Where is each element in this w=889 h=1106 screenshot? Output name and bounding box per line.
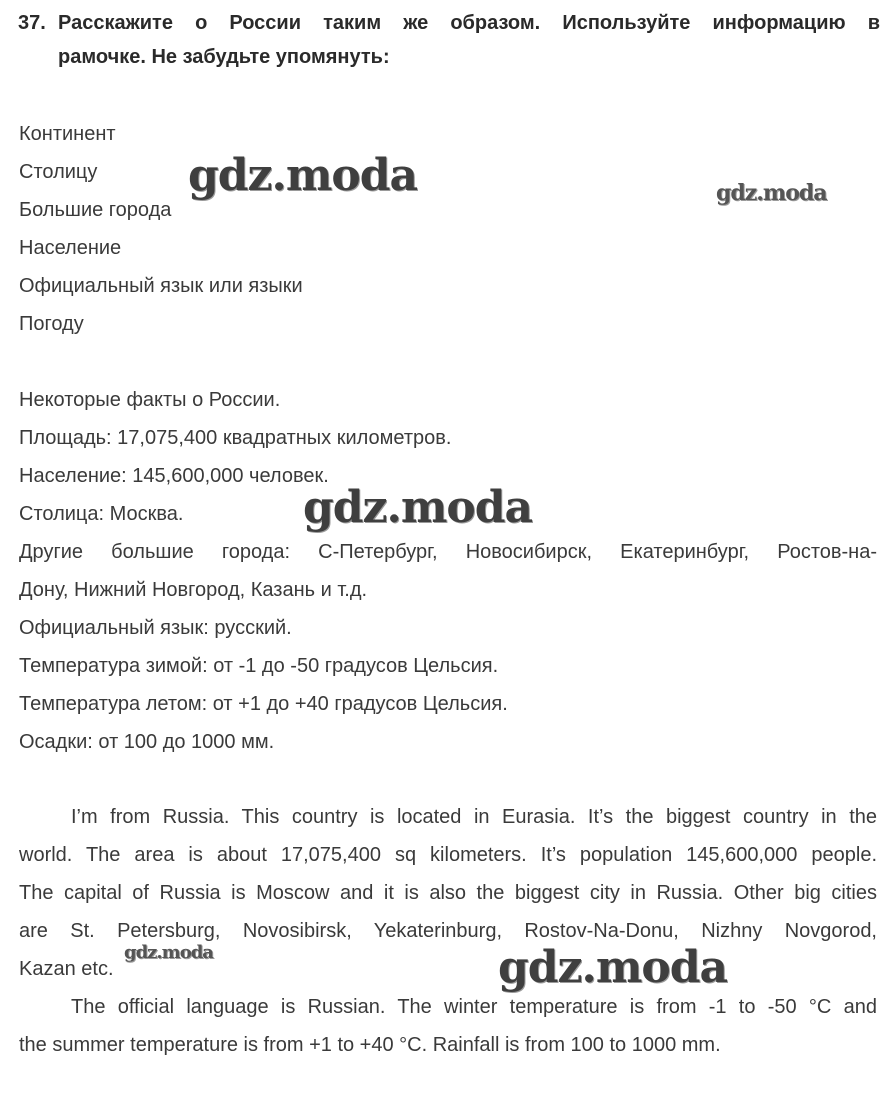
fact-winter: Температура зимой: от -1 до -50 градусов Цельсия.	[19, 655, 499, 677]
fact-area: Площадь: 17,075,400 квадратных километров.	[19, 427, 452, 449]
task-text-1: Расскажите о России таким же образом. Используйте информацию в	[58, 12, 880, 34]
task-number: 37.	[18, 12, 46, 34]
watermark: gdz.moda	[124, 942, 213, 963]
checklist-item-capital: Столицу	[19, 161, 98, 183]
task-heading	[18, 6, 880, 74]
fact-cities-line-2: Дону, Нижний Новгород, Казань и т.д.	[19, 579, 368, 601]
facts-heading: Некоторые факты о России.	[19, 389, 281, 411]
fact-summer: Температура летом: от +1 до +40 градусов Цельсия.	[19, 693, 508, 715]
essay-line: The official language is Russian. The winter temperature is from -1 to -50 °C and	[71, 996, 877, 1018]
essay	[19, 798, 877, 1064]
essay-line: are St. Petersburg, Novosibirsk, Yekaterinburg, Rostov-Na-Donu, Nizhny Novgorod,	[19, 920, 877, 942]
watermark: gdz.moda	[716, 180, 827, 206]
task-line-2: рамочке. Не забудьте упомянуть:	[58, 46, 390, 68]
task-line-1	[18, 6, 880, 40]
essay-line: The capital of Russia is Moscow and it is also the biggest city in Russia. Other big cities	[19, 882, 877, 904]
essay-line: world. The area is about 17,075,400 sq kilometers. It’s population 145,600,000 people.	[19, 844, 877, 866]
checklist-item-cities: Большие города	[19, 199, 172, 221]
watermark: gdz.moda	[303, 482, 533, 533]
fact-cities-line-1: Другие большие города: С-Петербург, Новосибирск, Екатеринбург, Ростов-на-	[19, 541, 877, 563]
fact-capital: Столица: Москва.	[19, 503, 184, 525]
checklist-item-continent: Континент	[19, 123, 116, 145]
essay-line: I’m from Russia. This country is located in Eurasia. It’s the biggest country in the	[71, 806, 877, 828]
fact-language: Официальный язык: русский.	[19, 617, 292, 639]
checklist	[19, 115, 879, 343]
facts-box	[19, 381, 877, 761]
watermark: gdz.moda	[188, 150, 418, 201]
checklist-item-population: Население	[19, 237, 122, 259]
fact-rain: Осадки: от 100 до 1000 мм.	[19, 731, 275, 753]
essay-line: the summer temperature is from +1 to +40 °C. Rainfall is from 100 to 1000 mm.	[19, 1034, 721, 1056]
essay-line: Kazan etc.	[19, 958, 114, 980]
fact-population: Население: 145,600,000 человек.	[19, 465, 329, 487]
checklist-item-language: Официальный язык или языки	[19, 275, 303, 297]
checklist-item-weather: Погоду	[19, 313, 84, 335]
watermark: gdz.moda	[498, 942, 728, 993]
